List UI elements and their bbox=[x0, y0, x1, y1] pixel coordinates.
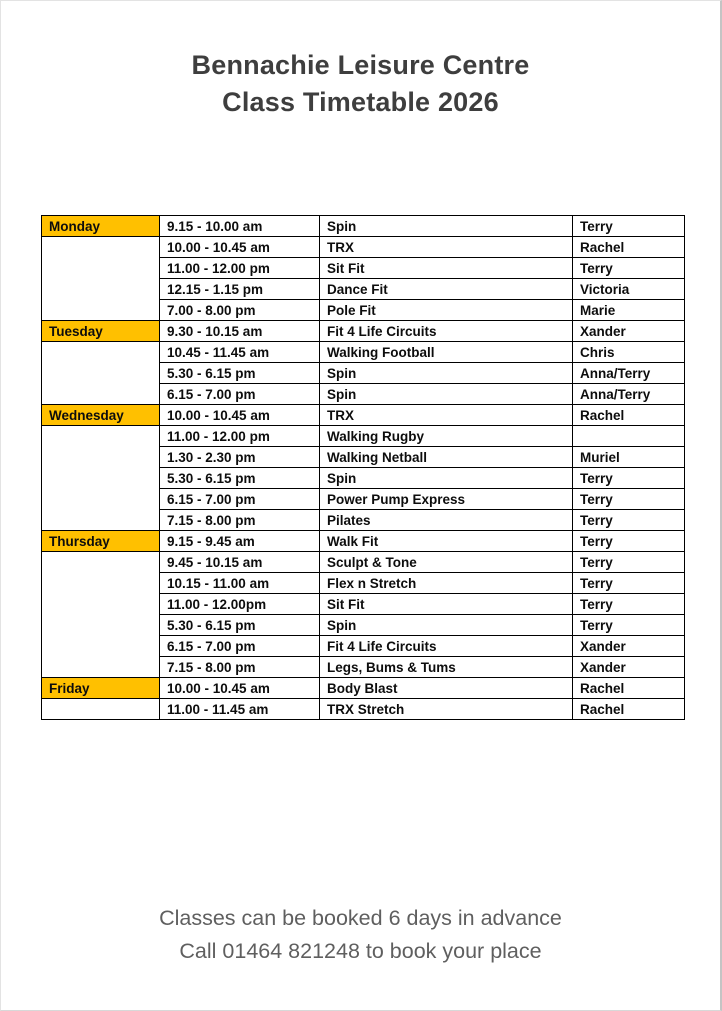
instructor-cell: Xander bbox=[573, 321, 685, 342]
class-cell: Fit 4 Life Circuits bbox=[320, 636, 573, 657]
instructor-cell: Muriel bbox=[573, 447, 685, 468]
class-cell: Body Blast bbox=[320, 678, 573, 699]
class-cell: Sit Fit bbox=[320, 594, 573, 615]
table-row bbox=[42, 216, 685, 237]
time-cell: 6.15 - 7.00 pm bbox=[160, 384, 320, 405]
time-cell: 6.15 - 7.00 pm bbox=[160, 489, 320, 510]
time-cell: 9.15 - 10.00 am bbox=[160, 216, 320, 237]
class-cell: Pilates bbox=[320, 510, 573, 531]
class-cell: Spin bbox=[320, 468, 573, 489]
table-row bbox=[42, 699, 685, 720]
class-timetable bbox=[41, 215, 685, 720]
class-cell: Walking Football bbox=[320, 342, 573, 363]
booking-info bbox=[1, 902, 720, 968]
instructor-cell: Victoria bbox=[573, 279, 685, 300]
time-cell: 5.30 - 6.15 pm bbox=[160, 363, 320, 384]
instructor-cell: Xander bbox=[573, 636, 685, 657]
class-cell: Walking Rugby bbox=[320, 426, 573, 447]
instructor-cell: Terry bbox=[573, 552, 685, 573]
time-cell: 11.00 - 11.45 am bbox=[160, 699, 320, 720]
time-cell: 9.30 - 10.15 am bbox=[160, 321, 320, 342]
time-cell: 7.00 - 8.00 pm bbox=[160, 300, 320, 321]
title-line-2: Class Timetable 2026 bbox=[222, 87, 499, 117]
day-cell: Monday bbox=[42, 216, 160, 237]
instructor-cell: Rachel bbox=[573, 237, 685, 258]
instructor-cell: Marie bbox=[573, 300, 685, 321]
instructor-cell: Terry bbox=[573, 615, 685, 636]
table-row bbox=[42, 237, 685, 258]
time-cell: 6.15 - 7.00 pm bbox=[160, 636, 320, 657]
instructor-cell: Terry bbox=[573, 573, 685, 594]
instructor-cell: Xander bbox=[573, 657, 685, 678]
instructor-cell: Chris bbox=[573, 342, 685, 363]
day-cell: Thursday bbox=[42, 531, 160, 552]
day-spacer-cell bbox=[42, 426, 160, 531]
time-cell: 5.30 - 6.15 pm bbox=[160, 468, 320, 489]
time-cell: 10.00 - 10.45 am bbox=[160, 678, 320, 699]
class-cell: Walk Fit bbox=[320, 531, 573, 552]
booking-line-1: Classes can be booked 6 days in advance bbox=[159, 906, 562, 930]
instructor-cell: Terry bbox=[573, 489, 685, 510]
class-cell: Sit Fit bbox=[320, 258, 573, 279]
class-cell: Spin bbox=[320, 216, 573, 237]
day-spacer-cell bbox=[42, 342, 160, 405]
day-spacer-cell bbox=[42, 237, 160, 321]
time-cell: 9.45 - 10.15 am bbox=[160, 552, 320, 573]
instructor-cell: Anna/Terry bbox=[573, 363, 685, 384]
day-spacer-cell bbox=[42, 699, 160, 720]
class-cell: Spin bbox=[320, 615, 573, 636]
class-cell: Flex n Stretch bbox=[320, 573, 573, 594]
table-row bbox=[42, 678, 685, 699]
table-row bbox=[42, 342, 685, 363]
class-cell: Spin bbox=[320, 384, 573, 405]
table-row bbox=[42, 405, 685, 426]
table-row bbox=[42, 552, 685, 573]
class-cell: Sculpt & Tone bbox=[320, 552, 573, 573]
class-cell: Pole Fit bbox=[320, 300, 573, 321]
day-cell: Tuesday bbox=[42, 321, 160, 342]
time-cell: 9.15 - 9.45 am bbox=[160, 531, 320, 552]
time-cell: 10.00 - 10.45 am bbox=[160, 405, 320, 426]
instructor-cell: Terry bbox=[573, 594, 685, 615]
instructor-cell bbox=[573, 426, 685, 447]
instructor-cell: Rachel bbox=[573, 699, 685, 720]
table-row bbox=[42, 321, 685, 342]
class-cell: TRX bbox=[320, 405, 573, 426]
time-cell: 7.15 - 8.00 pm bbox=[160, 510, 320, 531]
class-cell: Power Pump Express bbox=[320, 489, 573, 510]
day-cell: Wednesday bbox=[42, 405, 160, 426]
time-cell: 1.30 - 2.30 pm bbox=[160, 447, 320, 468]
time-cell: 5.30 - 6.15 pm bbox=[160, 615, 320, 636]
day-cell: Friday bbox=[42, 678, 160, 699]
time-cell: 10.45 - 11.45 am bbox=[160, 342, 320, 363]
day-spacer-cell bbox=[42, 552, 160, 678]
class-cell: TRX bbox=[320, 237, 573, 258]
time-cell: 11.00 - 12.00 pm bbox=[160, 426, 320, 447]
class-cell: Fit 4 Life Circuits bbox=[320, 321, 573, 342]
time-cell: 10.15 - 11.00 am bbox=[160, 573, 320, 594]
instructor-cell: Anna/Terry bbox=[573, 384, 685, 405]
instructor-cell: Terry bbox=[573, 216, 685, 237]
instructor-cell: Terry bbox=[573, 510, 685, 531]
class-cell: Dance Fit bbox=[320, 279, 573, 300]
title-line-1: Bennachie Leisure Centre bbox=[191, 50, 530, 80]
table-row bbox=[42, 426, 685, 447]
booking-line-2: Call 01464 821248 to book your place bbox=[179, 939, 542, 963]
time-cell: 11.00 - 12.00pm bbox=[160, 594, 320, 615]
instructor-cell: Terry bbox=[573, 531, 685, 552]
time-cell: 7.15 - 8.00 pm bbox=[160, 657, 320, 678]
class-cell: Legs, Bums & Tums bbox=[320, 657, 573, 678]
instructor-cell: Rachel bbox=[573, 678, 685, 699]
time-cell: 11.00 - 12.00 pm bbox=[160, 258, 320, 279]
instructor-cell: Rachel bbox=[573, 405, 685, 426]
table-row bbox=[42, 531, 685, 552]
class-cell: Spin bbox=[320, 363, 573, 384]
class-cell: Walking Netball bbox=[320, 447, 573, 468]
class-cell: TRX Stretch bbox=[320, 699, 573, 720]
time-cell: 12.15 - 1.15 pm bbox=[160, 279, 320, 300]
instructor-cell: Terry bbox=[573, 258, 685, 279]
instructor-cell: Terry bbox=[573, 468, 685, 489]
page-title bbox=[1, 47, 720, 121]
time-cell: 10.00 - 10.45 am bbox=[160, 237, 320, 258]
